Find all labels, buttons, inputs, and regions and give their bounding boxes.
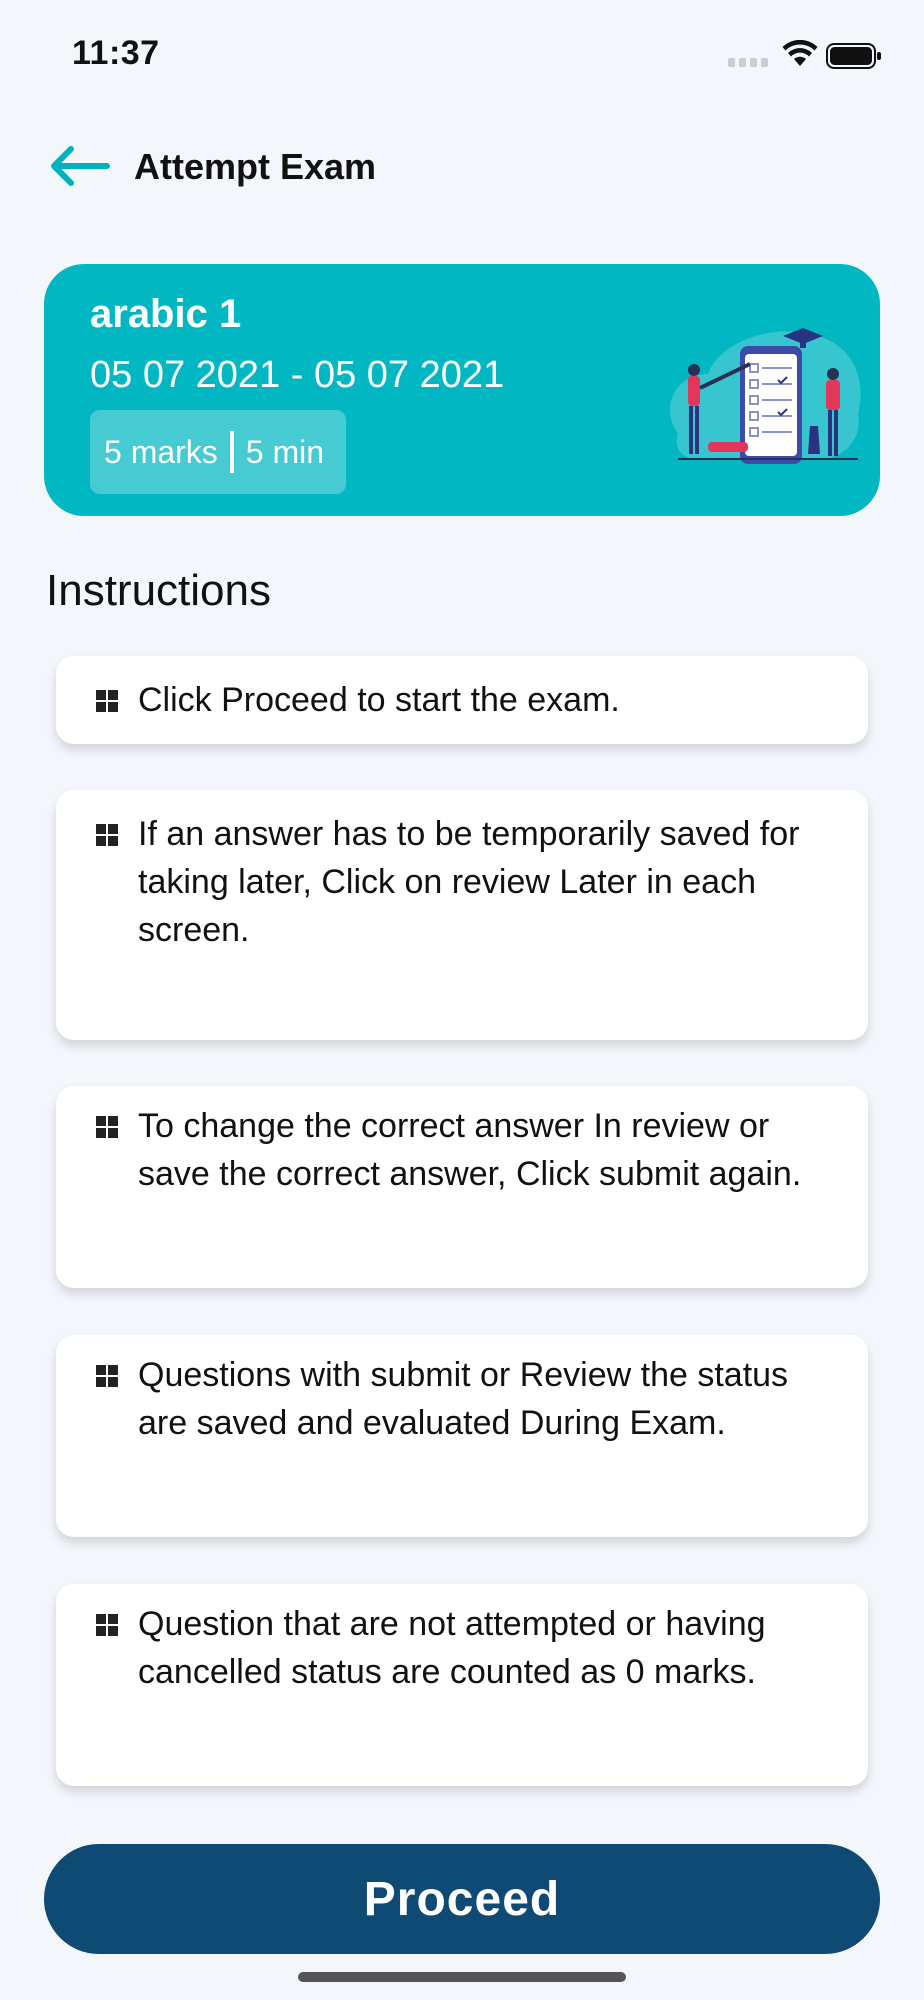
instruction-item [56,656,868,744]
instructions-heading: Instructions [46,566,271,615]
instruction-text: Questions with submit or Review the status are saved and evaluated During Exam. [138,1356,789,1442]
exam-marks: 5 marks [104,433,218,470]
arrow-left-icon [47,143,111,189]
back-button[interactable] [44,136,114,196]
exam-name: arabic 1 [90,292,242,336]
exam-illustration [658,314,868,484]
grid-bullet-icon [96,1116,118,1138]
badge-divider [230,431,234,473]
instruction-text: Question that are not attempted or having cancelled status are counted as 0 marks. [138,1605,766,1691]
app-header [0,120,924,210]
instruction-text: To change the correct answer In review or save the correct answer, Click submit again. [138,1107,802,1193]
cellular-signal-icon [728,58,770,68]
instruction-text: If an answer has to be temporarily saved for taking later, Click on review Later in each screen. [138,815,800,949]
instruction-item [56,1335,868,1537]
instruction-item [56,1584,868,1786]
grid-bullet-icon [96,824,118,846]
status-bar [0,0,924,110]
instruction-item [56,1086,868,1288]
exam-duration: 5 min [245,433,325,470]
marks-duration-badge [90,410,346,494]
grid-bullet-icon [96,1614,118,1636]
exam-summary-card [44,264,880,516]
exam-dates: 05 07 2021 - 05 07 2021 [90,354,505,396]
grid-bullet-icon [96,1365,118,1387]
grid-bullet-icon [96,690,118,712]
status-time: 11:37 [72,34,160,72]
wifi-icon [782,40,818,68]
page-title: Attempt Exam [134,146,377,187]
home-indicator[interactable] [298,1972,626,1982]
instruction-item [56,790,868,1040]
instruction-text: Click Proceed to start the exam. [138,681,620,719]
proceed-button[interactable]: Proceed [44,1844,880,1954]
battery-icon [826,43,882,69]
